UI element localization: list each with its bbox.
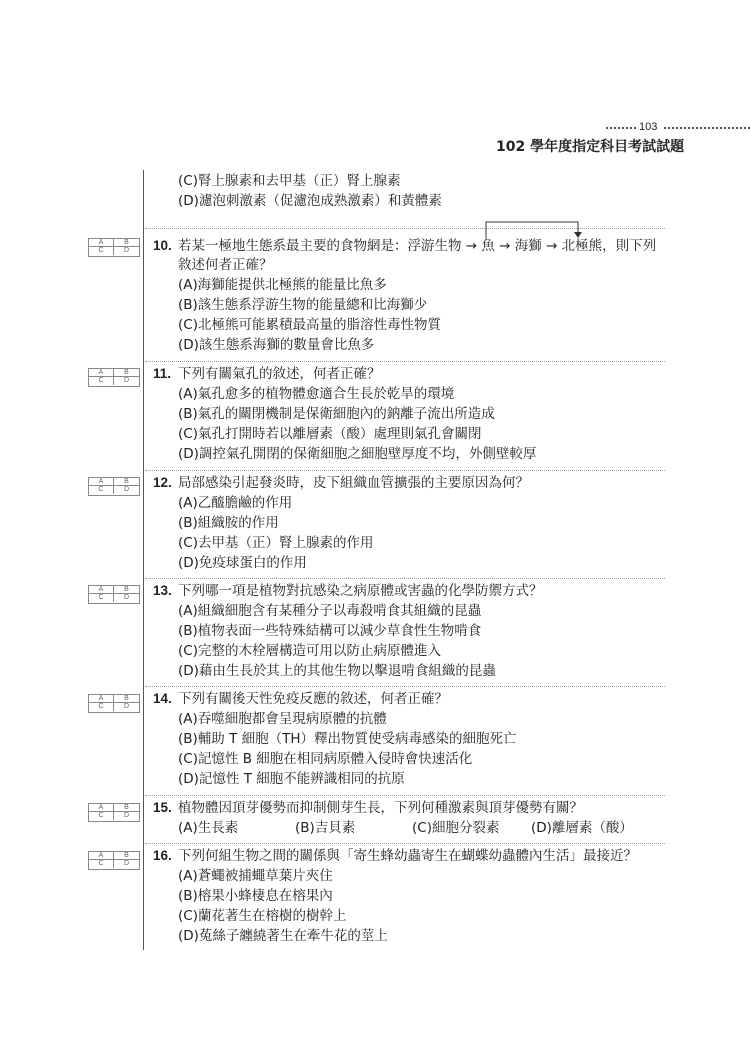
answer-box	[88, 585, 140, 604]
answer-box	[88, 803, 140, 822]
answer-box-c: C	[89, 377, 114, 385]
answer-box-d: D	[123, 377, 130, 384]
page-number: 103	[639, 121, 658, 133]
stem-text: 下列有關後天性免疫反應的敘述，何者正確？	[178, 691, 448, 707]
answer-box-d: D	[123, 594, 130, 601]
stem-text: 下列有關氣孔的敘述，何者正確？	[178, 366, 381, 382]
stem-continuation: 敘述何者正確？	[178, 257, 273, 273]
answer-box	[88, 238, 140, 257]
answer-box-d: D	[123, 860, 130, 867]
question-stem	[153, 690, 448, 708]
divider	[145, 361, 665, 362]
option-b: (B)吉貝素	[295, 820, 356, 836]
option-a: (A)生長素	[178, 820, 239, 836]
answer-box-d: D	[123, 703, 130, 710]
option-d: (D)離層素（酸）	[531, 820, 633, 836]
option-c: (C)蘭花著生在榕樹的樹幹上	[178, 908, 347, 924]
option-b: (B)輔助 T 細胞（TH）釋出物質使受病毒感染的細胞死亡	[178, 731, 517, 747]
option-b: (B)植物表面一些特殊結構可以減少草食性生物啃食	[178, 623, 482, 639]
answer-box	[88, 851, 140, 870]
option-c: (C)去甲基（正）腎上腺素的作用	[178, 535, 374, 551]
question-stem	[153, 847, 637, 865]
answer-box-b: B	[114, 369, 139, 377]
stem-text: 下列何組生物之間的關係與「寄生蜂幼蟲寄生在蝴蝶幼蟲體內生活」最接近？	[178, 848, 637, 864]
answer-box-a: A	[89, 852, 114, 860]
answer-box-a: A	[89, 478, 114, 486]
answer-box	[88, 368, 140, 387]
answer-box	[88, 477, 140, 496]
answer-box-b: B	[114, 478, 139, 486]
leader-dots	[664, 127, 750, 129]
option-c: (C)北極熊可能累積最高量的脂溶性毒性物質	[178, 317, 441, 333]
divider	[145, 470, 665, 471]
answer-box-d: D	[123, 247, 130, 254]
exam-title: 102 學年度指定科目考試試題	[496, 139, 685, 155]
answer-box-a: A	[89, 239, 114, 247]
divider	[145, 843, 665, 844]
answer-box-c: C	[89, 486, 114, 494]
question-stem	[153, 237, 656, 255]
page-number-row	[606, 121, 750, 135]
answer-box-a: A	[89, 586, 114, 594]
question-stem	[153, 365, 381, 383]
answer-box	[88, 694, 140, 713]
answer-box-a: A	[89, 695, 114, 703]
option-a: (A)吞噬細胞都會呈現病原體的抗體	[178, 711, 387, 727]
option-b: (B)榕果小蜂棲息在榕果內	[178, 888, 333, 904]
question-number: 14.	[153, 691, 172, 706]
option-d: (D)調控氣孔開閉的保衛細胞之細胞壁厚度不均，外側壁較厚	[178, 446, 537, 462]
question-number: 12.	[153, 475, 172, 490]
stem-text: 若某一極地生態系最主要的食物網是：浮游生物 → 魚 → 海獅 → 北極熊，則下列	[178, 238, 657, 254]
option-a: (A)組織細胞含有某種分子以毒殺啃食其組織的昆蟲	[178, 603, 482, 619]
option-b: (B)氣孔的關閉機制是保衛細胞內的鈉離子流出所造成	[178, 406, 495, 422]
answer-box-c: C	[89, 247, 114, 255]
leader-dots	[606, 127, 636, 129]
option-c: (C)記憶性 B 細胞在相同病原體入侵時會快速活化	[178, 751, 473, 767]
divider	[145, 686, 665, 687]
divider	[145, 578, 665, 579]
option-b: (B)該生態系浮游生物的能量總和比海獅少	[178, 297, 428, 313]
option-c: (C)氣孔打開時若以離層素（酸）處理則氣孔會關閉	[178, 426, 482, 442]
answer-box-b: B	[114, 852, 139, 860]
option-d: (D)免疫球蛋白的作用	[178, 555, 307, 571]
stem-text: 植物體因頂芽優勢而抑制側芽生長，下列何種激素與頂芽優勢有關？	[178, 800, 583, 816]
question-stem	[153, 474, 529, 492]
question-stem	[153, 582, 543, 600]
answer-box-c: C	[89, 812, 114, 820]
answer-box-c: C	[89, 860, 114, 868]
answer-box-b: B	[114, 804, 139, 812]
divider	[145, 795, 665, 796]
option-a: (A)蒼蠅被捕蠅草葉片夾住	[178, 868, 333, 884]
option-b: (B)組織胺的作用	[178, 515, 279, 531]
answer-box-b: B	[114, 239, 139, 247]
option-c: (C)腎上腺素和去甲基（正）腎上腺素	[178, 173, 401, 189]
option-a: (A)乙醯膽鹼的作用	[178, 495, 293, 511]
answer-box-d: D	[123, 486, 130, 493]
answer-box-a: A	[89, 804, 114, 812]
option-d: (D)藉由生長於其上的其他生物以擊退啃食組織的昆蟲	[178, 663, 496, 679]
option-d: (D)記憶性 T 細胞不能辨識相同的抗原	[178, 771, 405, 787]
option-d: (D)該生態系海獅的數量會比魚多	[178, 337, 375, 353]
question-number: 15.	[153, 800, 172, 815]
option-d: (D)濾泡刺激素（促濾泡成熟激素）和黃體素	[178, 193, 442, 209]
question-number: 10.	[153, 238, 172, 253]
question-number: 16.	[153, 848, 172, 863]
option-c: (C)完整的木栓層構造可用以防止病原體進入	[178, 643, 441, 659]
answer-box-b: B	[114, 695, 139, 703]
question-stem	[153, 799, 583, 817]
answer-box-c: C	[89, 594, 114, 602]
answer-box-b: B	[114, 586, 139, 594]
stem-text: 局部感染引起發炎時，皮下組織血管擴張的主要原因為何？	[178, 475, 529, 491]
question-number: 11.	[153, 366, 172, 381]
question-number: 13.	[153, 583, 172, 598]
answer-box-c: C	[89, 703, 114, 711]
answer-box-d: D	[123, 812, 130, 819]
margin-rule	[143, 170, 144, 950]
option-a: (A)氣孔愈多的植物體愈適合生長於乾旱的環境	[178, 386, 455, 402]
option-c: (C)細胞分裂素	[412, 820, 500, 836]
option-d: (D)菟絲子纏繞著生在牽牛花的莖上	[178, 928, 388, 944]
stem-text: 下列哪一項是植物對抗感染之病原體或害蟲的化學防禦方式？	[178, 583, 543, 599]
option-a: (A)海獅能提供北極熊的能量比魚多	[178, 277, 387, 293]
answer-box-a: A	[89, 369, 114, 377]
